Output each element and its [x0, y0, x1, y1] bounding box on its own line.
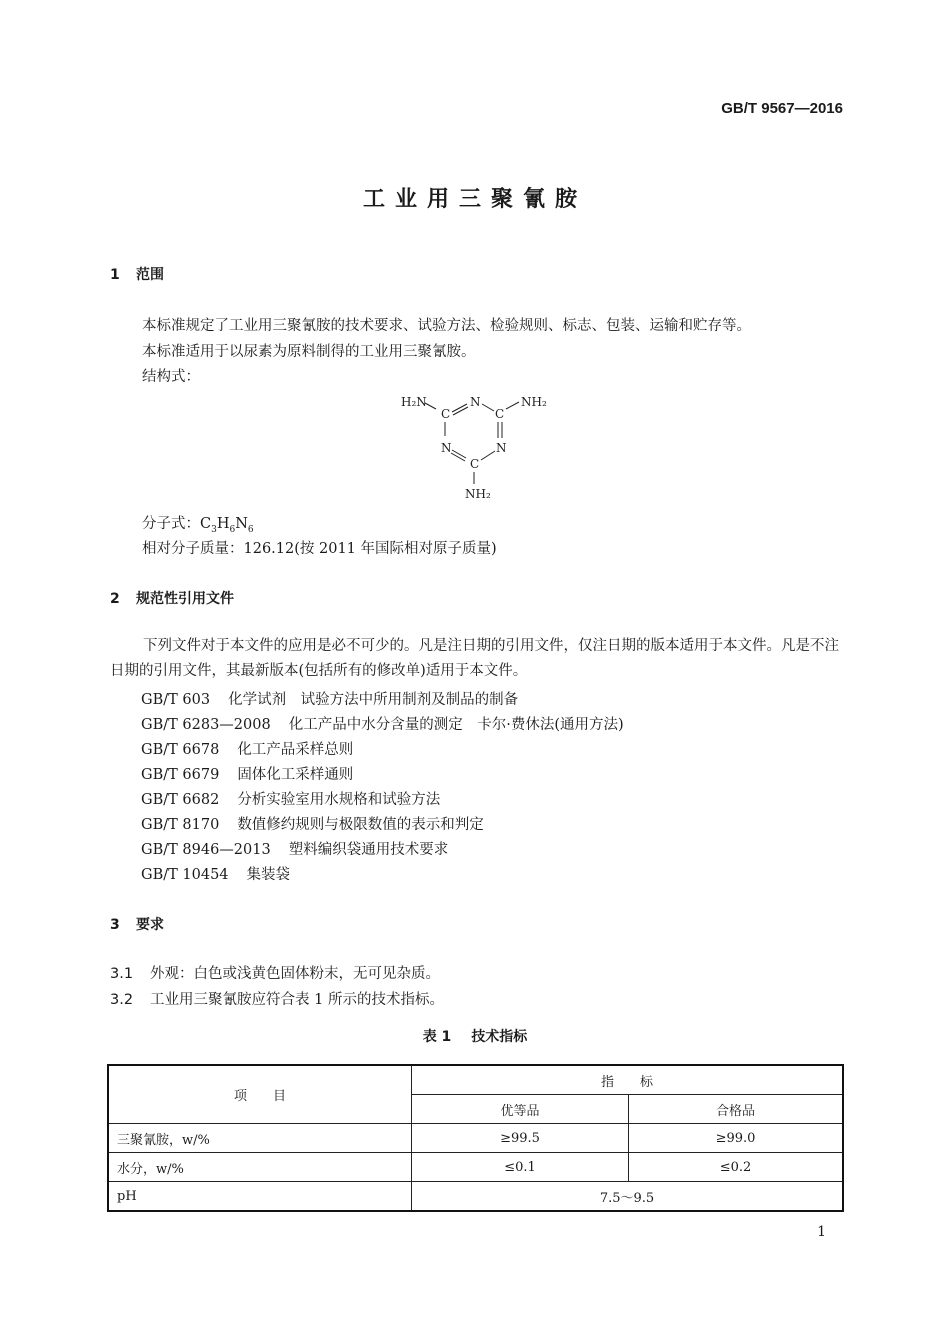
- section-number: 1: [110, 267, 120, 283]
- table-row: [108, 1153, 843, 1182]
- reference-code: GB/T 6678: [141, 742, 220, 758]
- section-number: 3: [110, 917, 120, 933]
- reference-code: GB/T 6283—2008: [141, 717, 271, 733]
- clause-number: 3.2: [110, 992, 134, 1008]
- technical-index-table: [107, 1064, 844, 1212]
- reference-item: [141, 788, 440, 809]
- standard-code: GB/T 9567—2016: [721, 100, 843, 117]
- header-item: 项 目: [108, 1065, 412, 1124]
- table-caption: [0, 1026, 950, 1046]
- ring-carbon-1: C: [441, 407, 451, 421]
- ring-nitrogen-1: N: [470, 395, 481, 409]
- reference-name: 分析实验室用水规格和试验方法: [237, 792, 441, 808]
- reference-name: 化学试剂 试验方法中所用制剂及制品的制备: [228, 692, 519, 708]
- page-number: 1: [817, 1224, 826, 1240]
- reference-code: GB/T 6682: [141, 792, 220, 808]
- table-row: [108, 1124, 843, 1153]
- reference-item: [141, 863, 290, 884]
- bond: [452, 404, 467, 412]
- clause-text: 外观：白色或浅黄色固体粉末，无可见杂质。: [150, 966, 440, 982]
- header-grade-qualified: 合格品: [629, 1095, 844, 1124]
- ring-carbon-2: C: [495, 407, 505, 421]
- row-value-merged: 7.5～9.5: [412, 1182, 844, 1212]
- header-index: 指 标: [412, 1065, 844, 1095]
- reference-name: 塑料编织袋通用技术要求: [288, 842, 449, 858]
- section-3-heading: [110, 914, 164, 934]
- section-title: 范围: [136, 267, 164, 283]
- formula-element: N: [235, 516, 248, 532]
- formula-subscript: 6: [229, 524, 236, 535]
- reference-name: 化工产品采样总则: [237, 742, 354, 758]
- row-value-superior: ≤0.1: [412, 1153, 629, 1182]
- reference-code: GB/T 6679: [141, 767, 220, 783]
- molecular-mass: 相对分子质量：126.12(按 2011 年国际相对原子质量): [142, 541, 497, 557]
- structure-label: 结构式：: [142, 369, 200, 385]
- formula-subscript: 6: [247, 524, 254, 535]
- section-2-heading: [110, 588, 234, 608]
- reference-name: 固体化工采样通则: [237, 767, 354, 783]
- bond: [452, 450, 466, 458]
- clause-text: 工业用三聚氰胺应符合表 1 所示的技术指标。: [150, 992, 444, 1008]
- row-item: 三聚氰胺，w/%: [108, 1124, 412, 1153]
- section-title: 规范性引用文件: [136, 591, 234, 607]
- amino-group-bottom: NH₂: [465, 487, 491, 501]
- row-value-superior: ≥99.5: [412, 1124, 629, 1153]
- reference-item: [141, 688, 518, 709]
- clause-number: 3.1: [110, 966, 134, 982]
- ring-nitrogen-3: N: [496, 441, 507, 455]
- reference-item: [141, 763, 353, 784]
- scope-paragraph-1: 本标准规定了工业用三聚氰胺的技术要求、试验方法、检验规则、标志、包装、运输和贮存等。: [142, 318, 751, 334]
- row-value-qualified: ≤0.2: [629, 1153, 844, 1182]
- table-title: 技术指标: [471, 1029, 528, 1045]
- section-title: 要求: [136, 917, 164, 933]
- formula-element: H: [216, 516, 230, 532]
- ring-nitrogen-2: N: [441, 441, 452, 455]
- formula-subscript: 3: [211, 524, 217, 535]
- molecular-formula: [142, 512, 254, 535]
- reference-name: 集装袋: [246, 867, 291, 883]
- row-value-qualified: ≥99.0: [629, 1124, 844, 1153]
- bond: [482, 404, 494, 411]
- bond: [481, 451, 495, 460]
- reference-code: GB/T 10454: [141, 867, 229, 883]
- document-title: 工业用三聚氰胺: [362, 187, 587, 212]
- reference-code: GB/T 603: [141, 692, 211, 708]
- amino-group-left: H₂N: [401, 395, 427, 409]
- header-grade-superior: 优等品: [412, 1095, 629, 1124]
- row-item: pH: [108, 1182, 412, 1212]
- formula-label: 分子式：: [142, 516, 200, 532]
- references-intro: 下列文件对于本文件的应用是必不可少的。凡是注日期的引用文件，仅注日期的版本适用于本文件。凡是不注日期的引用文件，其最新版本(包括所有的修改单)适用于本文件。: [110, 638, 839, 679]
- reference-code: GB/T 8946—2013: [141, 842, 271, 858]
- bond: [506, 402, 519, 409]
- reference-name: 数值修约规则与极限数值的表示和判定: [237, 817, 484, 833]
- scope-paragraph-2: 本标准适用于以尿素为原料制得的工业用三聚氰胺。: [142, 344, 476, 360]
- requirement-3-1: [110, 962, 440, 983]
- section-number: 2: [110, 591, 120, 607]
- row-item: 水分，w/%: [108, 1153, 412, 1182]
- reference-item: [141, 738, 353, 759]
- requirement-3-2: [110, 988, 444, 1009]
- reference-name: 化工产品中水分含量的测定 卡尔·费休法(通用方法): [288, 717, 624, 733]
- section-1-heading: [110, 264, 164, 284]
- table-row: [108, 1182, 843, 1212]
- bond: [451, 453, 465, 461]
- bond: [453, 407, 468, 415]
- reference-item: [141, 813, 484, 834]
- amino-group-right: NH₂: [521, 395, 547, 409]
- melamine-structure-diagram: [395, 390, 565, 505]
- ring-carbon-3: C: [470, 457, 480, 471]
- table-header-row: [108, 1065, 843, 1095]
- reference-item: [141, 713, 624, 734]
- table-number: 表 1: [422, 1029, 452, 1045]
- formula-element: C: [200, 516, 212, 532]
- reference-item: [141, 838, 448, 859]
- reference-code: GB/T 8170: [141, 817, 220, 833]
